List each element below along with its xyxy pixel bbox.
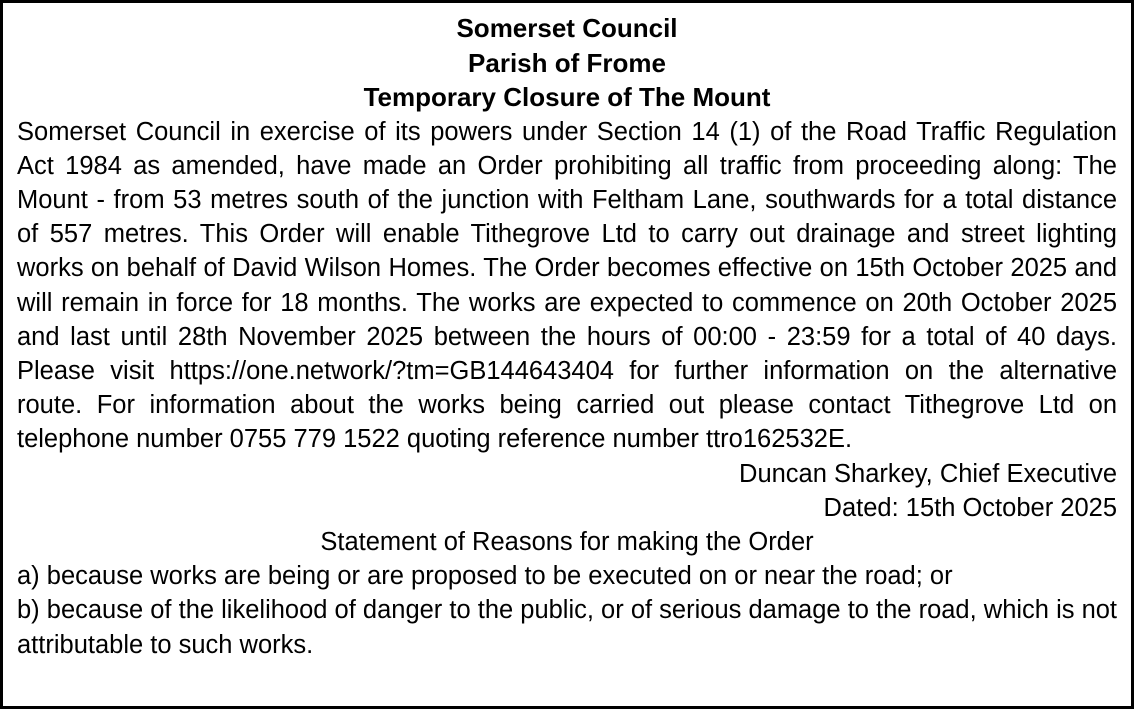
- council-name: Somerset Council: [456, 13, 678, 43]
- notice-body: Somerset Council in exercise of its powers under Section 14 (1) of the Road Traffic Regulation Act 1984 as amended, have made an Order prohibiting all traffic from proceeding along: The Mount - from 53 metres south of the junction with Feltham Lane, southwards for a total distance of 557 metres. This Order will enable Tithegrove Ltd to carry out drainage and street lighting works on behalf of David Wilson Homes. The Order becomes effective on 15th October 2025 and will remain in force for 18 months. The works are expected to commence on 20th October 2025 and last until 28th November 2025 between the hours of 00:00 - 23:59 for a total of 40 days. Please visit https://one.network/?tm=GB144643404 for further information on the alternative route. For information about the works being carried out please contact Tithegrove Ltd on telephone number 0755 779 1522 quoting reference number ttro162532E.: [17, 117, 1117, 454]
- notice-title: Temporary Closure of The Mount: [363, 82, 771, 112]
- reasons-heading: Statement of Reasons for making the Order: [320, 527, 814, 556]
- signatory: Duncan Sharkey, Chief Executive: [739, 459, 1117, 488]
- parish-name: Parish of Frome: [468, 47, 666, 78]
- reason-a: a) because works are being or are proposed to be executed on or near the road; or: [17, 562, 953, 591]
- date-line: Dated: 15th October 2025: [823, 493, 1117, 522]
- reason-b: b) because of the likelihood of danger to the public, or of serious damage to the road, which is not attributable to such works.: [17, 596, 1118, 659]
